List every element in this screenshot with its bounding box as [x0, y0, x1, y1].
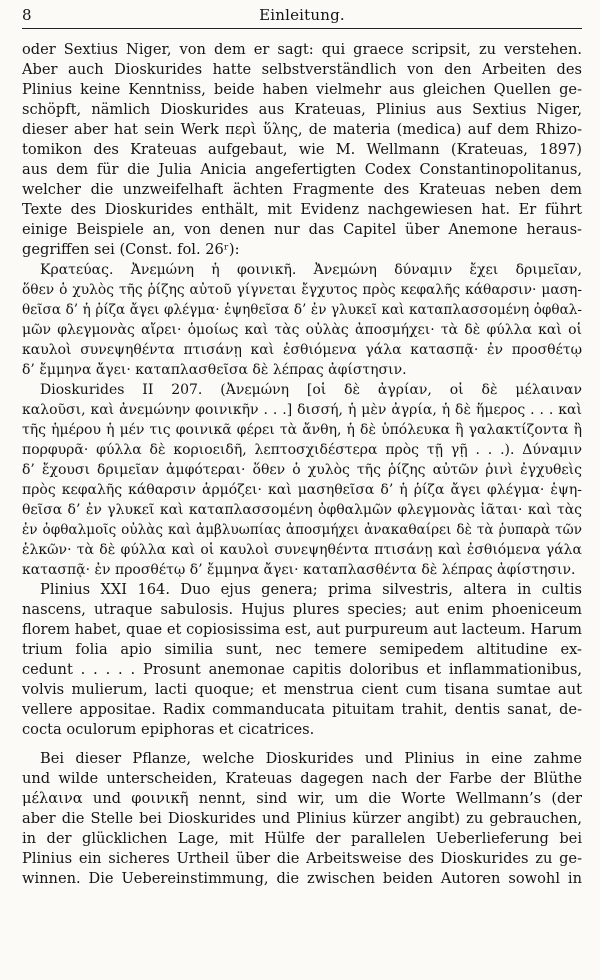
- greek-line: μῶν φλεγμονὰς αἴρει· ὁμοίως καὶ τὰς οὐλὰς ἀποσμήχει· τὰ δὲ φύλλα καὶ οἱ: [22, 322, 582, 338]
- text-line: gegriffen sei (Const. fol. 26ʳ):: [22, 241, 240, 258]
- greek-line: πορφυρᾶ· φύλλα δὲ κοριοειδῆ, λεπτοσχιδέστερα πρὸς τῇ γῇ . . .). Δύναμιν: [22, 442, 582, 458]
- greek-line: δ’ ἔχουσι δριμεῖαν ἀμφότεραι· ὅθεν ὁ χυλὸς τῆς ῥίζης αὐτῶν ῥινὶ ἐγχυθεὶς: [22, 462, 582, 478]
- greek-line: καλοῦσι, καὶ ἀνεμώνην φοινικῆν . . .] δισσή, ἡ μὲν ἀγρία, ἡ δὲ ἥμερος . . . καὶ: [22, 402, 582, 418]
- text-line: Aber auch Dioskurides hatte selbstverständlich von den Arbeiten des: [22, 61, 582, 78]
- greek-line: Κρατεύας. Ἀνεμώνη ἡ φοινικῆ. Ἀνεμώνη δύναμιν ἔχει δριμεῖαν,: [40, 262, 582, 278]
- greek-line: κατασπᾷ· ἐν προσθέτῳ δ’ ἔμμηνα ἄγει· καταπλασθέντα δὲ λέπρας ἀφίστησιν.: [22, 562, 576, 578]
- text-line: einige Beispiele an, von denen nur das Capitel über Anemone heraus-: [22, 221, 582, 238]
- text-line: volvis mulierum, lacti quoque; et menstrua cient cum tisana sumtae aut: [22, 681, 582, 698]
- text-line: aus dem für die Julia Anicia angefertigten Codex Constantinopolitanus,: [22, 161, 582, 178]
- text-line: oder Sextius Niger, von dem er sagt: qui graece scripsit, zu verstehen.: [22, 41, 582, 58]
- text-line: nascens, utraque sabulosis. Hujus plures species; aut enim phoeniceum: [22, 601, 582, 618]
- greek-line: πρὸς κεφαλῆς κάθαρσιν ἁρμόζει· καὶ μασηθεῖσα δ’ ἡ ῥίζα ἄγει φλέγμα· ἑψη-: [22, 482, 582, 498]
- greek-line: ὅθεν ὁ χυλὸς τῆς ῥίζης αὐτοῦ γίγνεται ἔγχυτος πρὸς κεφαλῆς κάθαρσιν· μαση-: [22, 282, 582, 298]
- greek-line: Dioskurides II 207. (Ἀνεμώνη [οἱ δὲ ἀγρίαν, οἱ δὲ μέλαιναν: [40, 382, 582, 398]
- text-line: und wilde unterscheiden, Krateuas dagegen nach der Farbe der Blüthe: [22, 770, 582, 787]
- paragraph-final: [22, 749, 582, 889]
- text-line: cocta oculorum epiphoras et cicatrices.: [22, 721, 315, 738]
- quote-dioskurides: [22, 380, 582, 580]
- text-line: vellere appositae. Radix commanducata pituitam trahit, dentis sanat, de-: [22, 701, 582, 718]
- quote-krateuas: [22, 260, 582, 380]
- greek-line: καυλοὶ συνεψηθέντα πτισάνῃ καὶ ἐσθιόμενα γάλα κατασπᾷ· ἐν προσθέτῳ: [22, 342, 582, 358]
- text-line: Bei dieser Pflanze, welche Dioskurides und Plinius in eine zahme: [40, 750, 582, 767]
- text-line: μέλαινα und φοινικῆ nennt, sind wir, um die Worte Wellmann’s (der: [22, 790, 582, 807]
- text-line: Plinius XXI 164. Duo ejus genera; prima silvestris, altera in cultis: [40, 581, 582, 598]
- text-line: florem habet, quae et copiosissima est, aut purpureum aut lacteum. Harum: [22, 621, 582, 638]
- text-line: aber die Stelle bei Dioskurides und Plinius kürzer angibt) zu gebrauchen,: [22, 810, 582, 827]
- text-line: welcher die unzweifelhaft ächten Fragmente des Krateuas neben dem: [22, 181, 582, 198]
- greek-line: ἐν ὀφθαλμοῖς οὐλὰς καὶ ἀμβλυωπίας ἀποσμήχει ἀνακαθαίρει δὲ τὰ ῥυπαρὰ τῶν: [22, 522, 582, 538]
- page-header: [22, 6, 582, 29]
- text-line: schöpft, nämlich Dioskurides aus Krateuas, Plinius aus Sextius Niger,: [22, 101, 582, 118]
- text-line: in der glücklichen Lage, mit Hülfe der parallelen Ueberlieferung bei: [22, 830, 582, 847]
- text-line: cedunt . . . . . Prosunt anemonae capitis doloribus et inflammationibus,: [22, 661, 582, 678]
- quote-plinius: [22, 580, 582, 740]
- paragraph-intro: [22, 40, 582, 260]
- text-line: dieser aber hat sein Werk περὶ ὕλης, de materia (medica) auf dem Rhizo-: [22, 121, 582, 138]
- running-title: Einleitung.: [259, 6, 345, 24]
- greek-line: τῆς ἡμέρου ἡ μέν τις φοινικᾶ φέρει τὰ ἄνθη, ἡ δὲ ὑπόλευκα ἢ γαλακτίζοντα ἢ: [22, 422, 582, 438]
- greek-line: θεῖσα δ’ ἐν γλυκεῖ καὶ καταπλασσομένη ὀφθαλμῶν φλεγμονὰς ἰᾶται· καὶ τὰς: [22, 502, 582, 518]
- page-body: [22, 40, 582, 889]
- text-line: Plinius ein sicheres Urtheil über die Arbeitsweise des Dioskurides zu ge-: [22, 850, 582, 867]
- text-line: Texte des Dioskurides enthält, mit Evidenz nachgewiesen hat. Er führt: [22, 201, 582, 218]
- greek-line: θεῖσα δ’ ἡ ῥίζα ἄγει φλέγμα· ἑψηθεῖσα δ’ ἐν γλυκεῖ καὶ καταπλασσομένη ὀφθαλ-: [22, 302, 582, 318]
- greek-line: ἑλκῶν· τὰ δὲ φύλλα καὶ οἱ καυλοὶ συνεψηθέντα πτισάνῃ καὶ ἐσθιόμενα γάλα: [22, 542, 582, 558]
- paragraph-gap: [22, 740, 582, 749]
- text-line: tomikon des Krateuas aufgebaut, wie M. Wellmann (Krateuas, 1897): [22, 141, 582, 158]
- text-line: winnen. Die Uebereinstimmung, die zwischen beiden Autoren sowohl in: [22, 870, 582, 887]
- greek-line: δ’ ἔμμηνα ἄγει· καταπλασθεῖσα δὲ λέπρας ἀφίστησιν.: [22, 362, 407, 378]
- page-number: 8: [22, 6, 32, 24]
- text-line: trium folia apio similia sunt, nec temere semipedem altitudine ex-: [22, 641, 582, 658]
- text-line: Plinius keine Kenntniss, beide haben vielmehr aus gleichen Quellen ge-: [22, 81, 582, 98]
